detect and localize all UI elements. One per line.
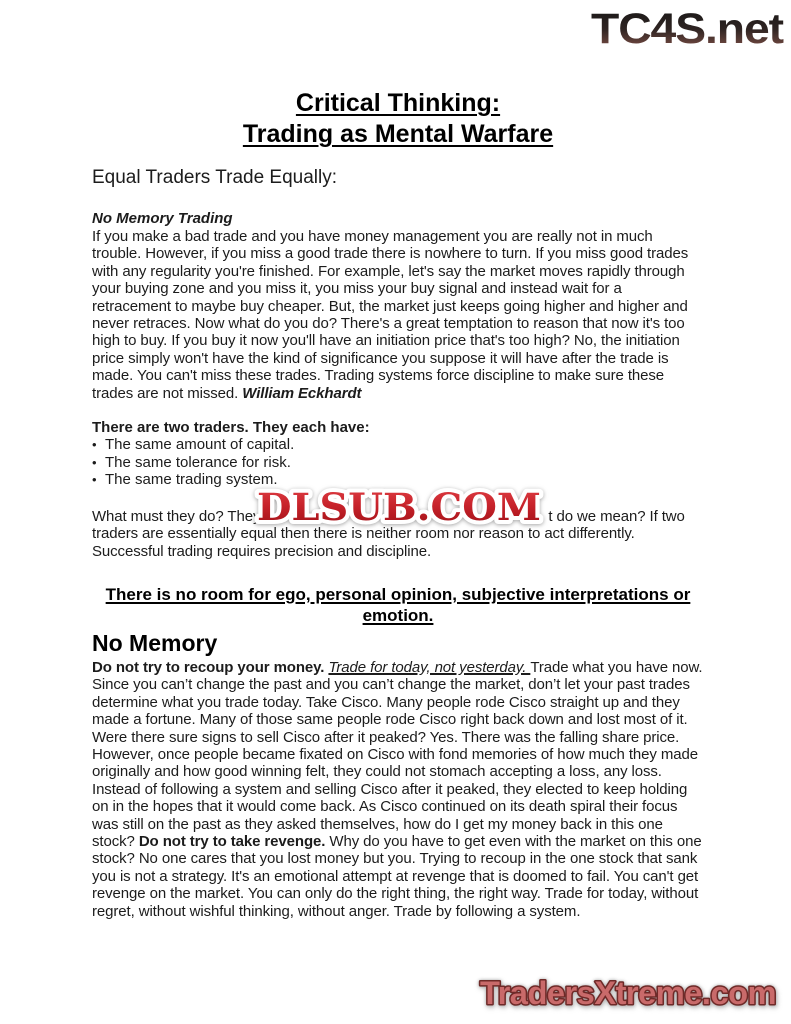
paragraph-text: Trade what you have now. Since you can’t change the past and you can’t change the market, don’t let your past trades determine what you trade today. Take Cisco. Many people rode Cisco straight up and they made a fortune. Many of those same people rode Cisco right back down and lost most of it. Were there sure signs to sell Cisco after it peaked? Yes. There was the falling share price. However, once people became fixated on Cisco with fond memories of how much they made originally and how good winning felt, they could not stomach accepting a loss, any loss. Instead of following a system and selling Cisco after it peaked, they elected to keep holding on in the hopes that it would come back. As Cisco continued on its death spiral their focus was still on the past as they asked themselves, how do I get my money back in this one stock?	[92, 658, 703, 850]
paragraph-text: Why do you have to get even with the market on this one stock? No one cares that you lost money but you. Trying to recoup in the one stock that sank you is not a strategy. It's an emotional attempt at revenge that is doomed to fail. You can't get revenge on the market. You can only do the right thing, the right way. Trade for today, without regret, without wishful thinking, without anger. Trade by following a system.	[92, 832, 702, 920]
list-item-text: The same trading system.	[105, 471, 278, 489]
page-title	[92, 88, 704, 150]
list-item-text: The same amount of capital.	[105, 436, 295, 454]
list-item	[92, 454, 704, 471]
subtitle: Equal Traders Trade Equally:	[92, 167, 338, 188]
ego-heading: There is no room for ego, personal opinion, subjective interpretations or emotion.	[105, 584, 691, 625]
lead-bold-recoup: Do not try to recoup your money.	[92, 658, 329, 676]
two-traders-block	[92, 419, 704, 489]
tc4s-logo-text: TC4S.net	[591, 5, 784, 53]
dlsub-watermark-text: DLSUB.COM	[257, 485, 541, 529]
text-before-watermark: What must they do? They	[92, 507, 261, 525]
title-line-1: Critical Thinking:	[295, 89, 501, 117]
tc4s-logo	[587, 2, 787, 56]
list-item	[92, 436, 704, 453]
dlsub-watermark	[246, 481, 552, 533]
paragraph-no-memory	[92, 659, 704, 920]
italic-underline-phrase: Trade for today, not yesterday.	[328, 658, 531, 676]
bullet-icon: •	[92, 472, 97, 488]
tradersxtreme-logo-text: TradersXtreme.com	[480, 975, 776, 1011]
section-heading-no-memory-trading: No Memory Trading	[92, 210, 233, 227]
section-heading-no-memory: No Memory	[92, 629, 218, 656]
title-line-2: Trading as Mental Warfare	[242, 120, 554, 148]
two-traders-heading: There are two traders. They each have:	[92, 419, 370, 437]
paragraph-no-memory-trading	[92, 228, 704, 402]
lead-bold-revenge: Do not try to take revenge.	[138, 832, 326, 850]
bullet-icon: •	[92, 454, 97, 470]
tradersxtreme-logo	[473, 970, 783, 1016]
attribution: William Eckhardt	[242, 384, 362, 402]
bullet-icon: •	[92, 437, 97, 453]
list-item-text: The same tolerance for risk.	[105, 453, 291, 471]
paragraph-text: If you make a bad trade and you have money management you are really not in much trouble. However, if you miss a good trade there is nowhere to turn. If you miss good trades with any regularity you're finished. For example, let's say the market moves rapidly through your buying zone and you miss it, you miss your buy signal and instead wait for a retracement to maybe buy cheaper. But, the market just keeps going higher and higher and never retraces. Now what do you do? There's a great temptation to reason that now it's too high to buy. If you buy it now you'll have an initiation price that's too high? No, the initiation price simply won't have the kind of significance you suppose it will have after the trade is made. You can't miss these trades. Trading systems force discipline to make sure these trades are not missed.	[92, 228, 689, 402]
text-after-watermark: t do we mean? If two traders are essentially equal then there is neither room nor reason to act differently. Successful trading requires precision and discipline.	[92, 507, 685, 560]
